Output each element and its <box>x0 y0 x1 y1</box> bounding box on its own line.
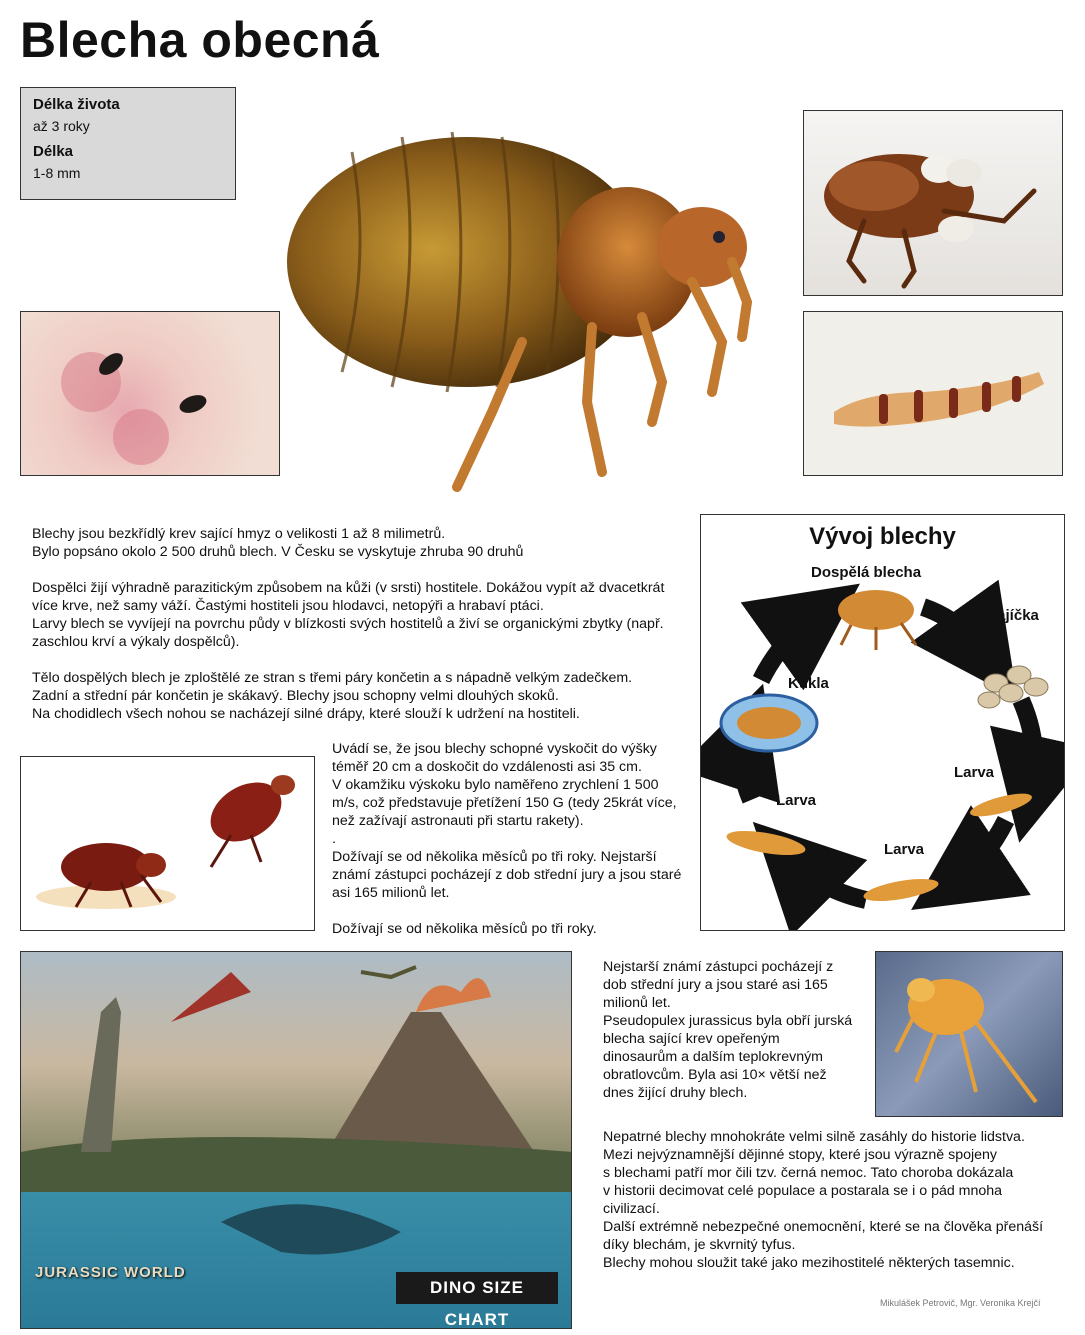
flea-eggs-photo <box>803 110 1063 296</box>
length-label: Délka <box>33 143 74 160</box>
intro-text <box>32 525 672 723</box>
lifecycle-title: Vývoj blechy <box>809 523 956 550</box>
lifecycle-diagram <box>700 514 1065 931</box>
fossil-paragraph: Nejstarší známí zástupci pocházejí z dob střední jury a jsou staré asi 165 milionů let. Pseudopulex jurassicus byla obří jurská blecha sající krev opeřeným dinosaurům a dalším teplokrevným obratlovcům. Byla asi 10× větší než dnes žijící druhy blech. <box>603 959 853 1101</box>
author-credit: Mikulášek Petrovič, Mgr. Veronika Krejčí <box>880 1298 1041 1308</box>
history-text <box>603 1128 1073 1272</box>
flea-larva-photo <box>803 311 1063 476</box>
larva-label-right: Larva <box>954 764 995 781</box>
jump-paragraph: Uvádí se, že jsou blechy schopné vyskočit do výšky téměř 20 cm a doskočit do vzdálenosti asi 35 cm. V okamžiku výskoku bylo naměřeno zrychlení 1 500 m/s, což představuje přetížení 150 G (tedy 25krát více, než zažívají astronauti při startu rakety). . <box>332 741 677 847</box>
dino-size-chart-banner: DINO SIZE CHART <box>396 1272 558 1304</box>
length-value: 1-8 mm <box>33 165 81 181</box>
main-flea-image <box>262 112 762 497</box>
age-short-paragraph: Dožívají se od několika měsíců po tři roky. <box>332 921 597 937</box>
intro-paragraph: Blechy jsou bezkřídlý krev sající hmyz o velikosti 1 až 8 milimetrů. Bylo popsáno okolo 2 500 druhů blech. V Česku se vyskytuje zhruba 90 druhů <box>32 526 524 560</box>
larva-label-bottom: Larva <box>884 841 925 858</box>
lifespan-value: až 3 roky <box>33 118 90 134</box>
adult-label: Dospělá blecha <box>811 564 922 581</box>
jurassic-world-logo: JURASSIC WORLD <box>35 1264 186 1281</box>
age-paragraph: Dožívají se od několika měsíců po tři roky. Nejstarší známí zástupci pocházejí z dob střední jury a jsou staré asi 165 milionů let. <box>332 849 682 901</box>
jumping-flea-illustration <box>20 756 315 931</box>
eggs-label: Vajíčka <box>988 607 1039 624</box>
pupa-label: Kukla <box>788 675 829 692</box>
info-box <box>20 87 236 200</box>
lifespan-label: Délka života <box>33 96 120 113</box>
pseudopulex-illustration <box>875 951 1063 1117</box>
fossil-text <box>603 958 853 1102</box>
body-paragraph: Tělo dospělých blech je zploštělé ze stran s třemi páry končetin a s nápadně velkým zadečkem. Zadní a střední pár končetin je skákavý. Blechy jsou schopny velmi dlouhých skoků. Na chodidlech všech nohou se nacházejí silné drápy, které slouží k udržení na hostiteli. <box>32 670 633 722</box>
dino-size-chart-poster <box>20 951 572 1329</box>
habits-paragraph: Dospělci žijí výhradně parazitickým způsobem na kůži (v srsti) hostitele. Dokážou vypít až dvacetkrát více krve, než samy váží. Častými hostiteli jsou hlodavci, netopýři a hrabaví ptáci. Larvy blech se vyvíjejí na povrchu půdy v blízkosti svých hostitelů a živí se organickými zbytky (např. zaschlou krví a výkaly dospělců). <box>32 580 665 650</box>
history-paragraph: Nepatrné blechy mnohokráte velmi silně zasáhly do historie lidstva. Mezi nejvýznamnější dějinné stopy, které jsou výrazně spojeny s blechami patří mor čili tzv. černá nemoc. Tato choroba dokázala v historii decimovat celé populace a postarala se i o pád mnoha civilizací. Další extrémně nebezpečné onemocnění, které se na člověka přenáší díky blechám, je skvrnitý tyfus. Blechy mohou sloužit také jako mezihostitelé některých tasemnic. <box>603 1129 1044 1271</box>
page-title: Blecha obecná <box>20 12 380 68</box>
fleas-on-skin-photo <box>20 311 280 476</box>
jump-text <box>332 740 682 938</box>
larva-label-left: Larva <box>776 792 817 809</box>
